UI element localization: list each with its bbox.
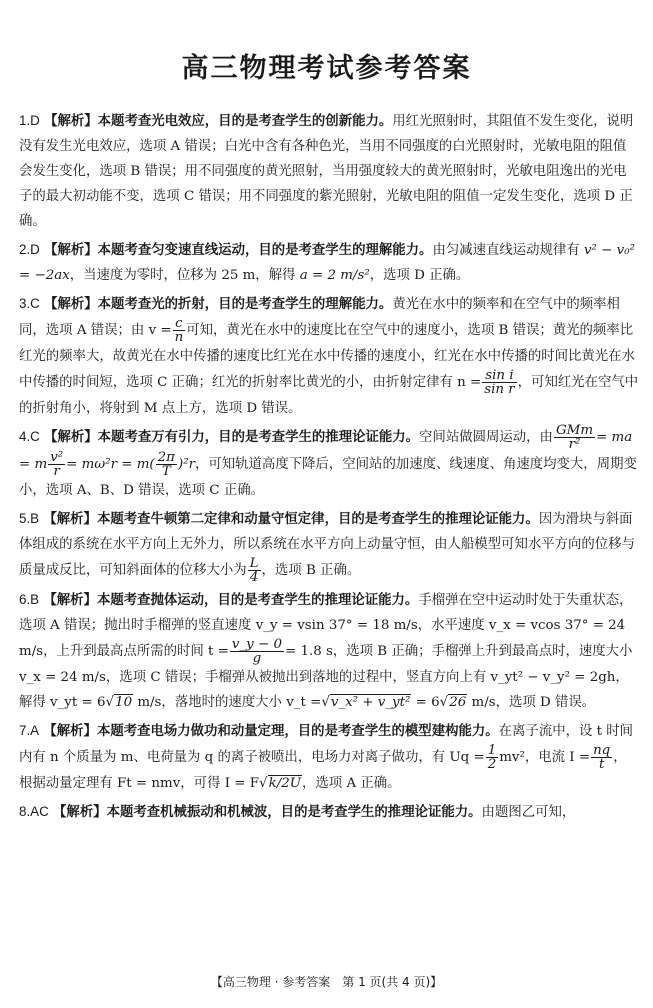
analysis-tag: 【解析】 (43, 723, 97, 739)
fraction-denominator: sin r (484, 382, 515, 397)
fraction-denominator: t (598, 757, 605, 772)
analysis-focus: 本题考查万有引力，目的是考查学生的推理论证能力。 (97, 429, 420, 445)
radicand: 10 (115, 695, 133, 710)
analysis-text: 用红光照射时，其阻值不发生变化，说明没有发生光电效应，选项 A 错误；白光中含有各种色光，当用不同强度的白光照射时，光敏电阻的阻值会发生变化，选项 B 错误；用不同强度的黄光照射，当用强度较大的黄光照射时，光敏电阻逸出的光电子的最大初动能不变，选项 C 错误；用不同强度的紫光照射，光敏电阻的阻值一定发生变化，选项 D 正确。 (19, 114, 634, 229)
analysis-text: 因为滑块与斜面体组成的系统在水平方向上无外力，所以系统在水平方向上动量守恒，由人船模型可知水平方向的位移与质量成反比，可知斜面体的位移大小为 (19, 512, 635, 578)
answer-item-7 (19, 718, 639, 796)
item-number: 2. (19, 242, 31, 257)
analysis-text: ，选项 B 正确。 (261, 563, 361, 578)
fraction-denominator: r (53, 464, 60, 479)
analysis-text: mv²，电流 I = (499, 750, 591, 765)
fraction-numerator: sin i (482, 369, 516, 383)
item-answer: A (30, 723, 40, 738)
analysis-text: 由匀减速直线运动规律有 (432, 243, 580, 258)
analysis-tag: 【解析】 (44, 296, 98, 312)
analysis-text: 空间站做圆周运动，由 (419, 430, 553, 445)
item-number: 1. (19, 113, 31, 128)
fraction-numerator: v_y − 0 (231, 637, 282, 652)
analysis-text: 由题图乙可知， (481, 805, 576, 820)
analysis-tag: 【解析】 (44, 429, 98, 445)
fraction-denominator: 4 (249, 570, 259, 585)
answer-item-8 (19, 799, 639, 825)
equation: = ma = m (19, 430, 633, 472)
item-answer: B (30, 511, 40, 526)
fraction (482, 369, 516, 396)
analysis-focus: 本题考查抛体运动，目的是考查学生的推理论证能力。 (96, 592, 419, 608)
analysis-text: ，根据动量定理有 Ft = nmv，可得 I = F (19, 750, 627, 791)
analysis-focus: 本题考查光的折射，目的是考查学生的理解能力。 (97, 296, 393, 312)
analysis-text: = 6 (411, 695, 440, 710)
analysis-text: ，当速度为零时，位移为 25 m，解得 (69, 268, 296, 283)
analysis-text: = 1.8 s，选项 B 正确；手榴弹上升到最高点时，速度大小 v_x = 24 m/s，选项 C 错误；手榴弹从被抛出到落地的过程中，竖直方向上有 v_yt² − v_y² = 2gh，解得 v_yt = 6 (19, 644, 633, 710)
square-root: √k/2U (259, 776, 302, 791)
item-number: 5. (19, 511, 31, 526)
item-number: 3. (19, 296, 31, 311)
answer-item-4 (19, 424, 639, 503)
fraction (48, 451, 65, 478)
item-number: 7. (19, 723, 31, 738)
fraction-denominator: n (174, 330, 184, 345)
square-root: √26 (439, 695, 467, 710)
fraction-numerator: 2π (157, 450, 175, 465)
fraction (248, 557, 261, 584)
analysis-focus: 本题考查匀变速直线运动，目的是考查学生的理解能力。 (97, 242, 433, 258)
square-root: √10 (105, 695, 133, 710)
equation: )²r (177, 457, 195, 472)
analysis-tag: 【解析】 (43, 511, 97, 527)
equation: = mω²r = m( (66, 457, 155, 472)
answer-item-3 (19, 291, 639, 421)
item-answer: B (30, 592, 40, 607)
fraction-numerator: c (173, 317, 186, 331)
fraction (156, 451, 177, 478)
radicand: v_x² + v_yt² (330, 695, 411, 710)
answer-item-2 (19, 237, 639, 288)
fraction-numerator: L (249, 556, 259, 571)
analysis-text: 黄光在水中的频率和在空气中的频率相同，选项 A 错误；由 v = (19, 297, 620, 338)
fraction-numerator: nq (593, 743, 611, 758)
equation: v² − v₀² = −2ax (19, 243, 635, 283)
page-footer: 【高三物理 · 参考答案 第 1 页(共 4 页)】 (210, 975, 443, 989)
equation: a = 2 m/s² (295, 268, 370, 283)
analysis-text: m/s，落地时的速度大小 v_t = (133, 695, 322, 710)
analysis-text: m/s，选项 D 错误。 (467, 695, 596, 710)
answer-item-6 (19, 587, 639, 715)
analysis-focus: 本题考查机械振动和机械波，目的是考查学生的推理论证能力。 (106, 804, 482, 820)
analysis-tag: 【解析】 (43, 592, 97, 608)
analysis-text: ，选项 D 正确。 (369, 268, 470, 283)
answer-item-5 (19, 506, 639, 584)
item-answer: D (30, 113, 40, 128)
analysis-text: 在离子流中，设 t 时间内有 n 个质量为 m、电荷量为 q 的离子被喷出，电场力对离子做功，有 Uq = (19, 724, 634, 765)
fraction (591, 744, 612, 771)
item-number: 4. (19, 429, 31, 444)
analysis-text: 可知，黄光在水中的速度比在空气中的速度小，选项 B 错误；黄光的频率比红光的频率大，故黄光在水中传播的速度比红光在水中传播的速度小，红光在水中传播的时间比黄光在水中传播的时间短，选项 C 正确；红光的折射率比黄光的小，由折射定律有 n = (19, 323, 635, 390)
analysis-tag: 【解析】 (53, 804, 107, 820)
page-title: 高三物理考试参考答案 (181, 53, 472, 84)
fraction-numerator: 1 (487, 743, 497, 758)
analysis-text: ，可知轨道高度下降后，空间站的加速度、线速度、角速度均变大，周期变小，选项 A、B、D 错误，选项 C 正确。 (19, 457, 637, 498)
analysis-focus: 本题考查电场力做功和动量定理，目的是考查学生的模型建构能力。 (96, 723, 499, 739)
item-number: 6. (19, 592, 31, 607)
fraction (554, 424, 595, 451)
fraction-numerator: GMm (555, 423, 594, 438)
item-answer: C (30, 429, 40, 444)
fraction (230, 638, 284, 665)
analysis-text: ，可知红光在空气中的折射角小，将射到 M 点上方，选项 D 错误。 (19, 375, 639, 416)
fraction-denominator: T (161, 464, 171, 479)
radicand: 26 (449, 695, 467, 710)
analysis-focus: 本题考查光电效应，目的是考查学生的创新能力。 (97, 113, 393, 129)
analysis-tag: 【解析】 (44, 242, 98, 258)
fraction-denominator: r² (568, 437, 581, 452)
analysis-focus: 本题考查牛顿第二定律和动量守恒定律，目的是考查学生的推理论证能力。 (96, 511, 539, 527)
item-answer: AC (30, 804, 49, 819)
answer-item-1 (19, 108, 639, 234)
analysis-tag: 【解析】 (44, 113, 98, 129)
analysis-text: ，选项 A 正确。 (302, 776, 401, 791)
fraction (486, 744, 499, 771)
fraction-denominator: 2 (487, 757, 497, 772)
fraction-numerator: v² (50, 450, 64, 465)
answer-list (19, 108, 639, 828)
radicand: k/2U (268, 776, 302, 791)
item-number: 8. (19, 804, 31, 819)
analysis-text: 手榴弹在空中运动时处于失重状态，选项 A 错误；抛出时手榴弹的竖直速度 v_y = vsin 37° = 18 m/s，水平速度 v_x = vcos 37° = 24 m/s，上升到最高点所需的时间 t = (19, 593, 633, 659)
fraction (173, 317, 186, 344)
square-root: √v_x² + v_yt² (321, 695, 411, 710)
item-answer: C (30, 296, 40, 311)
fraction-denominator: g (252, 651, 262, 666)
item-answer: D (30, 242, 40, 257)
